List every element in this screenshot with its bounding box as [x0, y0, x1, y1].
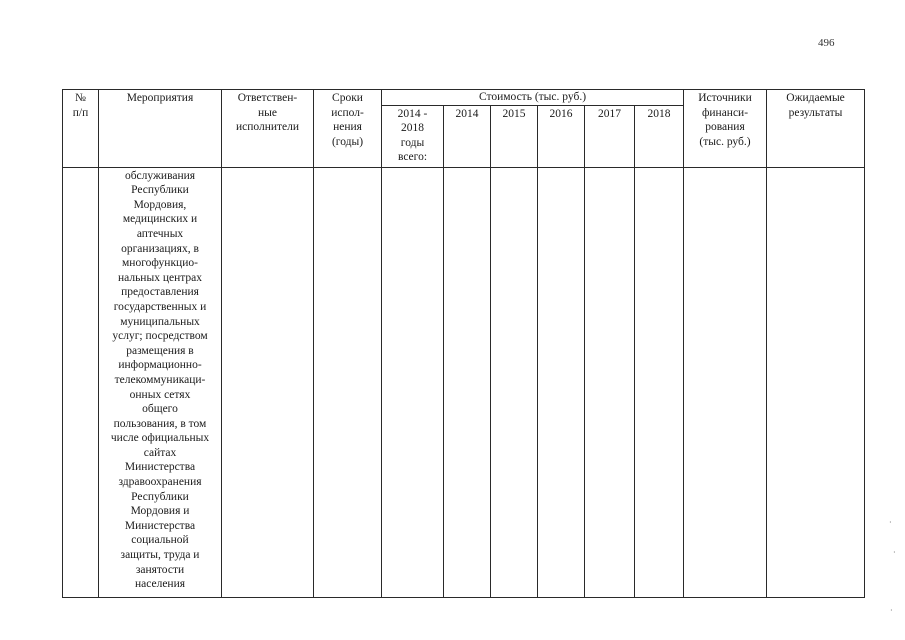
- header-year-2014: 2014: [444, 105, 491, 167]
- cell-cost-2015: [491, 167, 538, 597]
- header-cost-total: 2014 - 2018 годы всего:: [382, 105, 444, 167]
- cell-funding-sources: [684, 167, 767, 597]
- header-year-2018: 2018: [635, 105, 684, 167]
- header-responsible: Ответствен- ные исполнители: [222, 90, 314, 168]
- header-year-2015: 2015: [491, 105, 538, 167]
- page-number: 496: [818, 37, 835, 49]
- header-cost-group: Стоимость (тыс. руб.): [382, 90, 684, 106]
- program-measures-table: [62, 89, 865, 598]
- cell-cost-2017: [585, 167, 635, 597]
- cell-responsible: [222, 167, 314, 597]
- header-measures: Мероприятия: [99, 90, 222, 168]
- cell-cost-total: [382, 167, 444, 597]
- header-year-2017: 2017: [585, 105, 635, 167]
- scan-speck: ·: [893, 548, 896, 557]
- header-year-2016: 2016: [538, 105, 585, 167]
- cell-row-number: [63, 167, 99, 597]
- cell-expected-results: [767, 167, 865, 597]
- header-funding-sources: Источники финанси- рования (тыс. руб.): [684, 90, 767, 168]
- scan-speck: ·: [889, 518, 892, 527]
- table-row: [63, 167, 865, 597]
- cell-cost-2016: [538, 167, 585, 597]
- cell-cost-2018: [635, 167, 684, 597]
- header-terms: Сроки испол- нения (годы): [314, 90, 382, 168]
- header-expected-results: Ожидаемые результаты: [767, 90, 865, 168]
- cell-cost-2014: [444, 167, 491, 597]
- scan-speck: ·: [890, 606, 893, 615]
- header-row-number: № п/п: [63, 90, 99, 168]
- cell-measure-description: обслуживания Республики Мордовия, медицинских и аптечных организациях, в многофункцио- нальных центрах предоставления государственных и муниципальных услуг; посредством размещения в информационно- телекоммуникаци- онных сетях общего пользования, в том числе официальных сайтах Министерства здравоохранения Республики Мордовия и Министерства социальной защиты, труда и занятости населения: [99, 167, 222, 597]
- cell-terms: [314, 167, 382, 597]
